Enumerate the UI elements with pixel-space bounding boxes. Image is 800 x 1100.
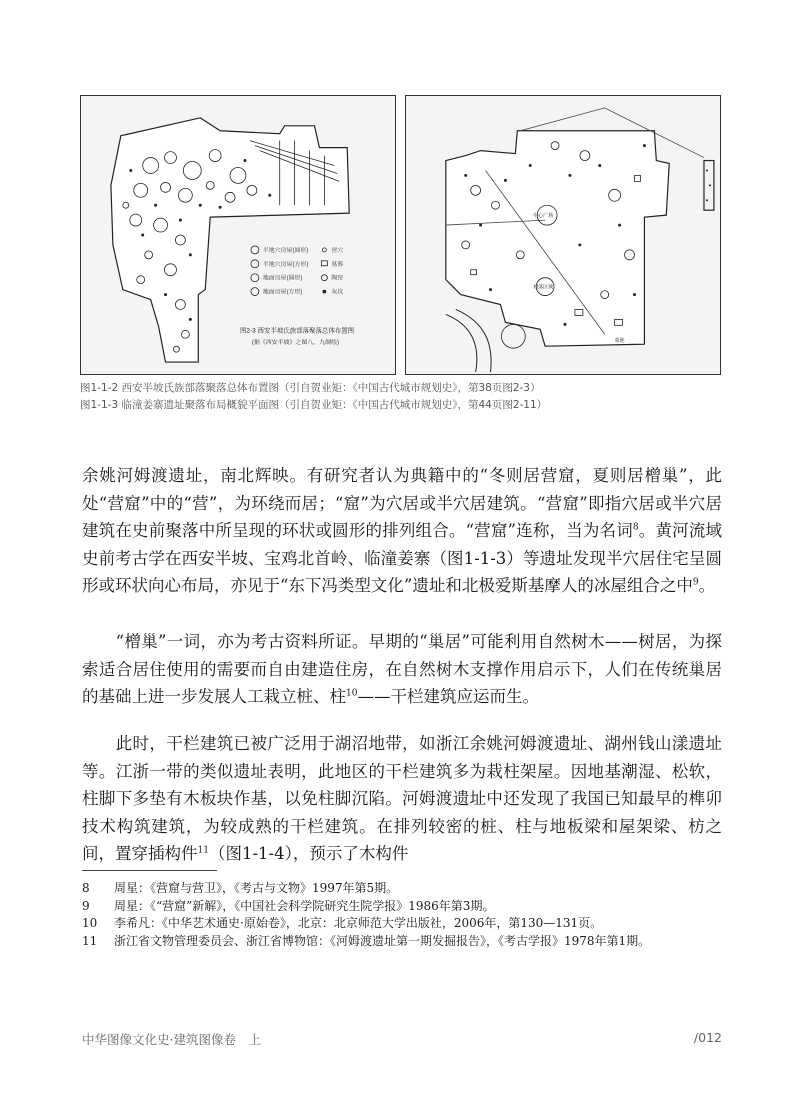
footnote-number: 9	[82, 899, 90, 913]
legend-label: 墓葬	[331, 261, 344, 268]
site-outline	[446, 131, 714, 346]
jiangzhai-plan-image	[406, 96, 720, 374]
footnote-text: 李希凡：《中华艺术通史·原始卷》，北京：北京师范大学出版社，2006年，第130—131页。	[114, 916, 603, 930]
river	[446, 309, 491, 372]
caption-fig-1-1-2: 图1-1-2 西安半坡氏族部落聚落总体布置图（引自贺业矩：《中国古代城市规划史》，第38页图2-3）	[80, 382, 541, 394]
label-center-square: 中心广场	[533, 214, 554, 220]
legend-label: 半地穴房屋(圆形)	[262, 247, 309, 254]
legend	[263, 246, 343, 296]
site-outline	[111, 118, 349, 362]
footnote-10	[82, 915, 722, 932]
legend-label: 地面房屋(方形)	[262, 289, 303, 296]
footnote-ref: 10	[346, 688, 358, 699]
legend-label: 陶窑	[331, 275, 344, 282]
label-cemetery: 墓地	[614, 339, 625, 345]
footnote-number: 8	[82, 881, 90, 895]
footer-book-title: 中华图像文化史·建筑图像卷 上	[82, 1032, 261, 1047]
footnote-9	[82, 898, 722, 915]
banpo-plan-image	[81, 96, 395, 374]
footnote-11	[82, 933, 722, 950]
figure-jiangzhai-plan	[405, 95, 721, 375]
footnote-ref: 8	[632, 522, 639, 533]
footnote-text: 周星：《“营窟”新解》，《中国社会科学院研究生院学报》1986年第3期。	[114, 899, 495, 913]
legend-label: 灰坑	[331, 289, 344, 296]
left-figure-inner-caption-source: (据《西安半坡》之图八，九制绘)	[251, 340, 339, 347]
footnote-text: 浙江省文物管理委员会、浙江省博物馆：《河姆渡遗址第一期发掘报告》，《考古学报》1978年第1期。	[114, 934, 651, 948]
figure-banpo-plan	[80, 95, 396, 375]
body-paragraph-2: “橧巢”一词，亦为考古资料所证。早期的“巢居”可能利用自然树木——树居，为探索适合居住使用的需要而自由建造住房，在自然树木支撑作用启示下，人们在传统巢居的基础上进一步发展人工栽立桩、柱$^{10}$——干栏建筑应运而生。	[82, 632, 722, 706]
body-paragraph-1: 余姚河姆渡遗址，南北辉映。有研究者认为典籍中的“冬则居营窟，夏则居橧巢”，此处“营窟”中的“营”，为环绕而居；“窟”为穴居或半穴居建筑。“营窟”即指穴居或半穴居建筑在史前聚落中所呈现的环状或圆形的排列组合。“营窟”连称，当为名词$^8$。黄河流域史前考古学在西安半坡、宝鸡北首岭、临潼姜寨（图1-1-3）等遗址发现半穴居住宅呈圆形或环状向心布局，亦见于“东下冯类型文化”遗址和北极爱斯基摩人的冰屋组合之中$^9$。	[82, 466, 723, 595]
footnote-number: 10	[82, 916, 98, 930]
footnote-text: 周星：《营窟与营卫》，《考古与文物》1997年第5期。	[114, 881, 399, 895]
footer-page-number: /012	[693, 1030, 722, 1045]
legend-label: 窖穴	[331, 247, 344, 254]
footnote-divider	[82, 870, 217, 871]
left-figure-inner-caption: 图2-3 西安半坡氏族部落聚落总体布置图	[239, 327, 355, 335]
label-village: 村落区域	[533, 285, 554, 291]
footnote-number: 11	[82, 934, 98, 948]
footnote-ref: 11	[197, 845, 209, 856]
body-paragraph-3: 此时，干栏建筑已被广泛用于湖沼地带，如浙江余姚河姆渡遗址、湖州钱山漾遗址等。江浙一带的类似遗址表明，此地区的干栏建筑多为栽柱架屋。因地基潮湿、松软，柱脚下多垫有木板块作基，以免柱脚沉陷。河姆渡遗址中还发现了我国已知最早的榫卯技术构筑建筑，为较成熟的干栏建筑。在排列较密的桩、柱与地板梁和屋架梁、枋之间，置穿插构件$^{11}$（图1-1-4），预示了木构件	[82, 734, 722, 863]
caption-fig-1-1-3: 图1-1-3 临潼姜寨遗址聚落布局概貌平面图（引自贺业矩：《中国古代城市规划史》，第44页图2-11）	[80, 399, 548, 411]
legend-label: 半地穴房屋(方形)	[262, 261, 309, 268]
legend-label: 地面房屋(圆形)	[262, 275, 303, 282]
footnote-8	[82, 880, 722, 897]
footnote-ref: 9	[692, 577, 699, 588]
